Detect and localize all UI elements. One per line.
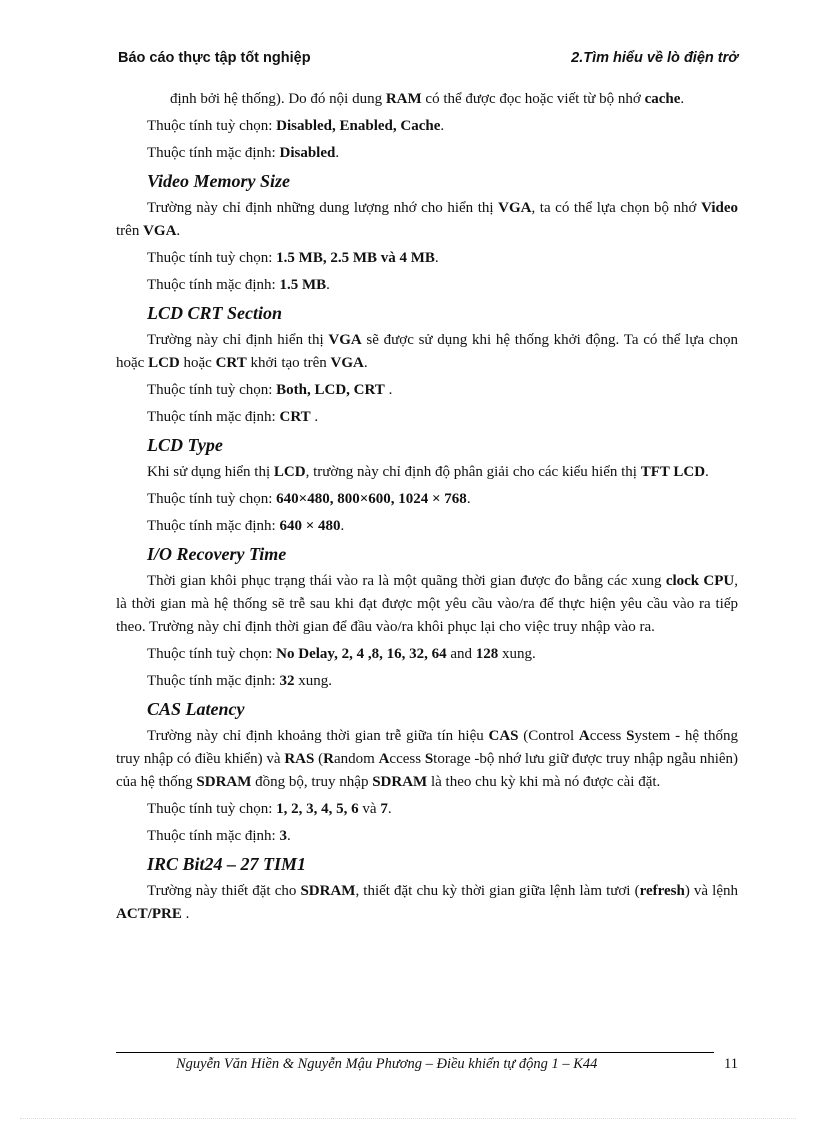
option-line: Thuộc tính tuỳ chọn: No Delay, 2, 4 ,8, 16, 32, 64 and 128 xung. (147, 646, 536, 662)
section-paragraph: Trường này chỉ định khoảng thời gian trễ giữa tín hiệu CAS (Control Access System - hệ thống truy nhập có điều khiển) và RAS (Random Access Storage -bộ nhớ lưu giữ được truy nhập ngẫu nhiên) của hệ thống SDRAM đồng bộ, truy nhập SDRAM là theo chu kỳ khi mà nó được cài đặt. (116, 728, 739, 790)
page-edge-divider (20, 1118, 796, 1119)
header-section: 2.Tìm hiểu về lò điện trở (571, 50, 738, 66)
default-line: Thuộc tính mặc định: Disabled. (147, 145, 340, 161)
default-line: Thuộc tính mặc định: 32 xung. (147, 673, 332, 689)
default-line: Thuộc tính mặc định: 3. (147, 828, 291, 844)
header-title: Báo cáo thực tập tốt nghiệp (118, 50, 311, 66)
section-paragraph: Trường này chỉ định hiển thị VGA sẽ được sử dụng khi hệ thống khởi động. Ta có thể lựa chọn hoặc LCD hoặc CRT khởi tạo trên VGA. (116, 332, 738, 371)
page-number: 11 (724, 1056, 738, 1072)
section-paragraph: Trường này chỉ định những dung lượng nhớ cho hiển thị VGA, ta có thể lựa chọn bộ nhớ Video trên VGA. (116, 200, 739, 239)
document-body (116, 88, 738, 930)
section-heading: LCD CRT Section (147, 303, 283, 323)
section-heading: LCD Type (147, 435, 223, 455)
section-heading: Video Memory Size (147, 171, 290, 191)
footer-authors: Nguyễn Văn Hiền & Nguyễn Mậu Phương – Điều khiển tự động 1 – K44 (176, 1056, 598, 1072)
intro-paragraph: định bởi hệ thống). Do đó nội dung RAM có thể được đọc hoặc viết từ bộ nhớ cache. (170, 91, 685, 107)
option-line: Thuộc tính tuỳ chọn: Both, LCD, CRT . (147, 382, 393, 398)
footer-rule (116, 1052, 714, 1053)
section-paragraph: Trường này thiết đặt cho SDRAM, thiết đặt chu kỳ thời gian giữa lệnh làm tươi (refresh) và lệnh ACT/PRE . (116, 883, 738, 922)
section-heading: I/O Recovery Time (147, 544, 287, 564)
option-line: Thuộc tính tuỳ chọn: 640×480, 800×600, 1024 × 768. (147, 491, 471, 507)
default-line: Thuộc tính mặc định: CRT . (147, 409, 319, 425)
section-heading: IRC Bit24 – 27 TIM1 (147, 854, 307, 874)
option-line: Thuộc tính tuỳ chọn: Disabled, Enabled, Cache. (147, 118, 445, 134)
section-paragraph: Khi sử dụng hiển thị LCD, trường này chỉ định độ phân giải cho các kiểu hiển thị TFT LCD. (147, 464, 709, 480)
section-paragraph: Thời gian khôi phục trạng thái vào ra là một quãng thời gian được đo bằng các xung clock CPU, là thời gian mà hệ thống sẽ trễ sau khi đạt được một yêu cầu vào/ra để thực hiện yêu cầu vào ra tiếp theo. Trường này chỉ định thời gian để đầu vào/ra khôi phục lại cho việc truy nhập vào ra. (116, 573, 739, 635)
default-line: Thuộc tính mặc định: 1.5 MB. (147, 277, 330, 293)
default-line: Thuộc tính mặc định: 640 × 480. (147, 518, 345, 534)
option-line: Thuộc tính tuỳ chọn: 1.5 MB, 2.5 MB và 4 MB. (147, 250, 439, 266)
option-line: Thuộc tính tuỳ chọn: 1, 2, 3, 4, 5, 6 và 7. (147, 801, 392, 817)
page-header (118, 50, 738, 72)
section-heading: CAS Latency (147, 699, 245, 719)
